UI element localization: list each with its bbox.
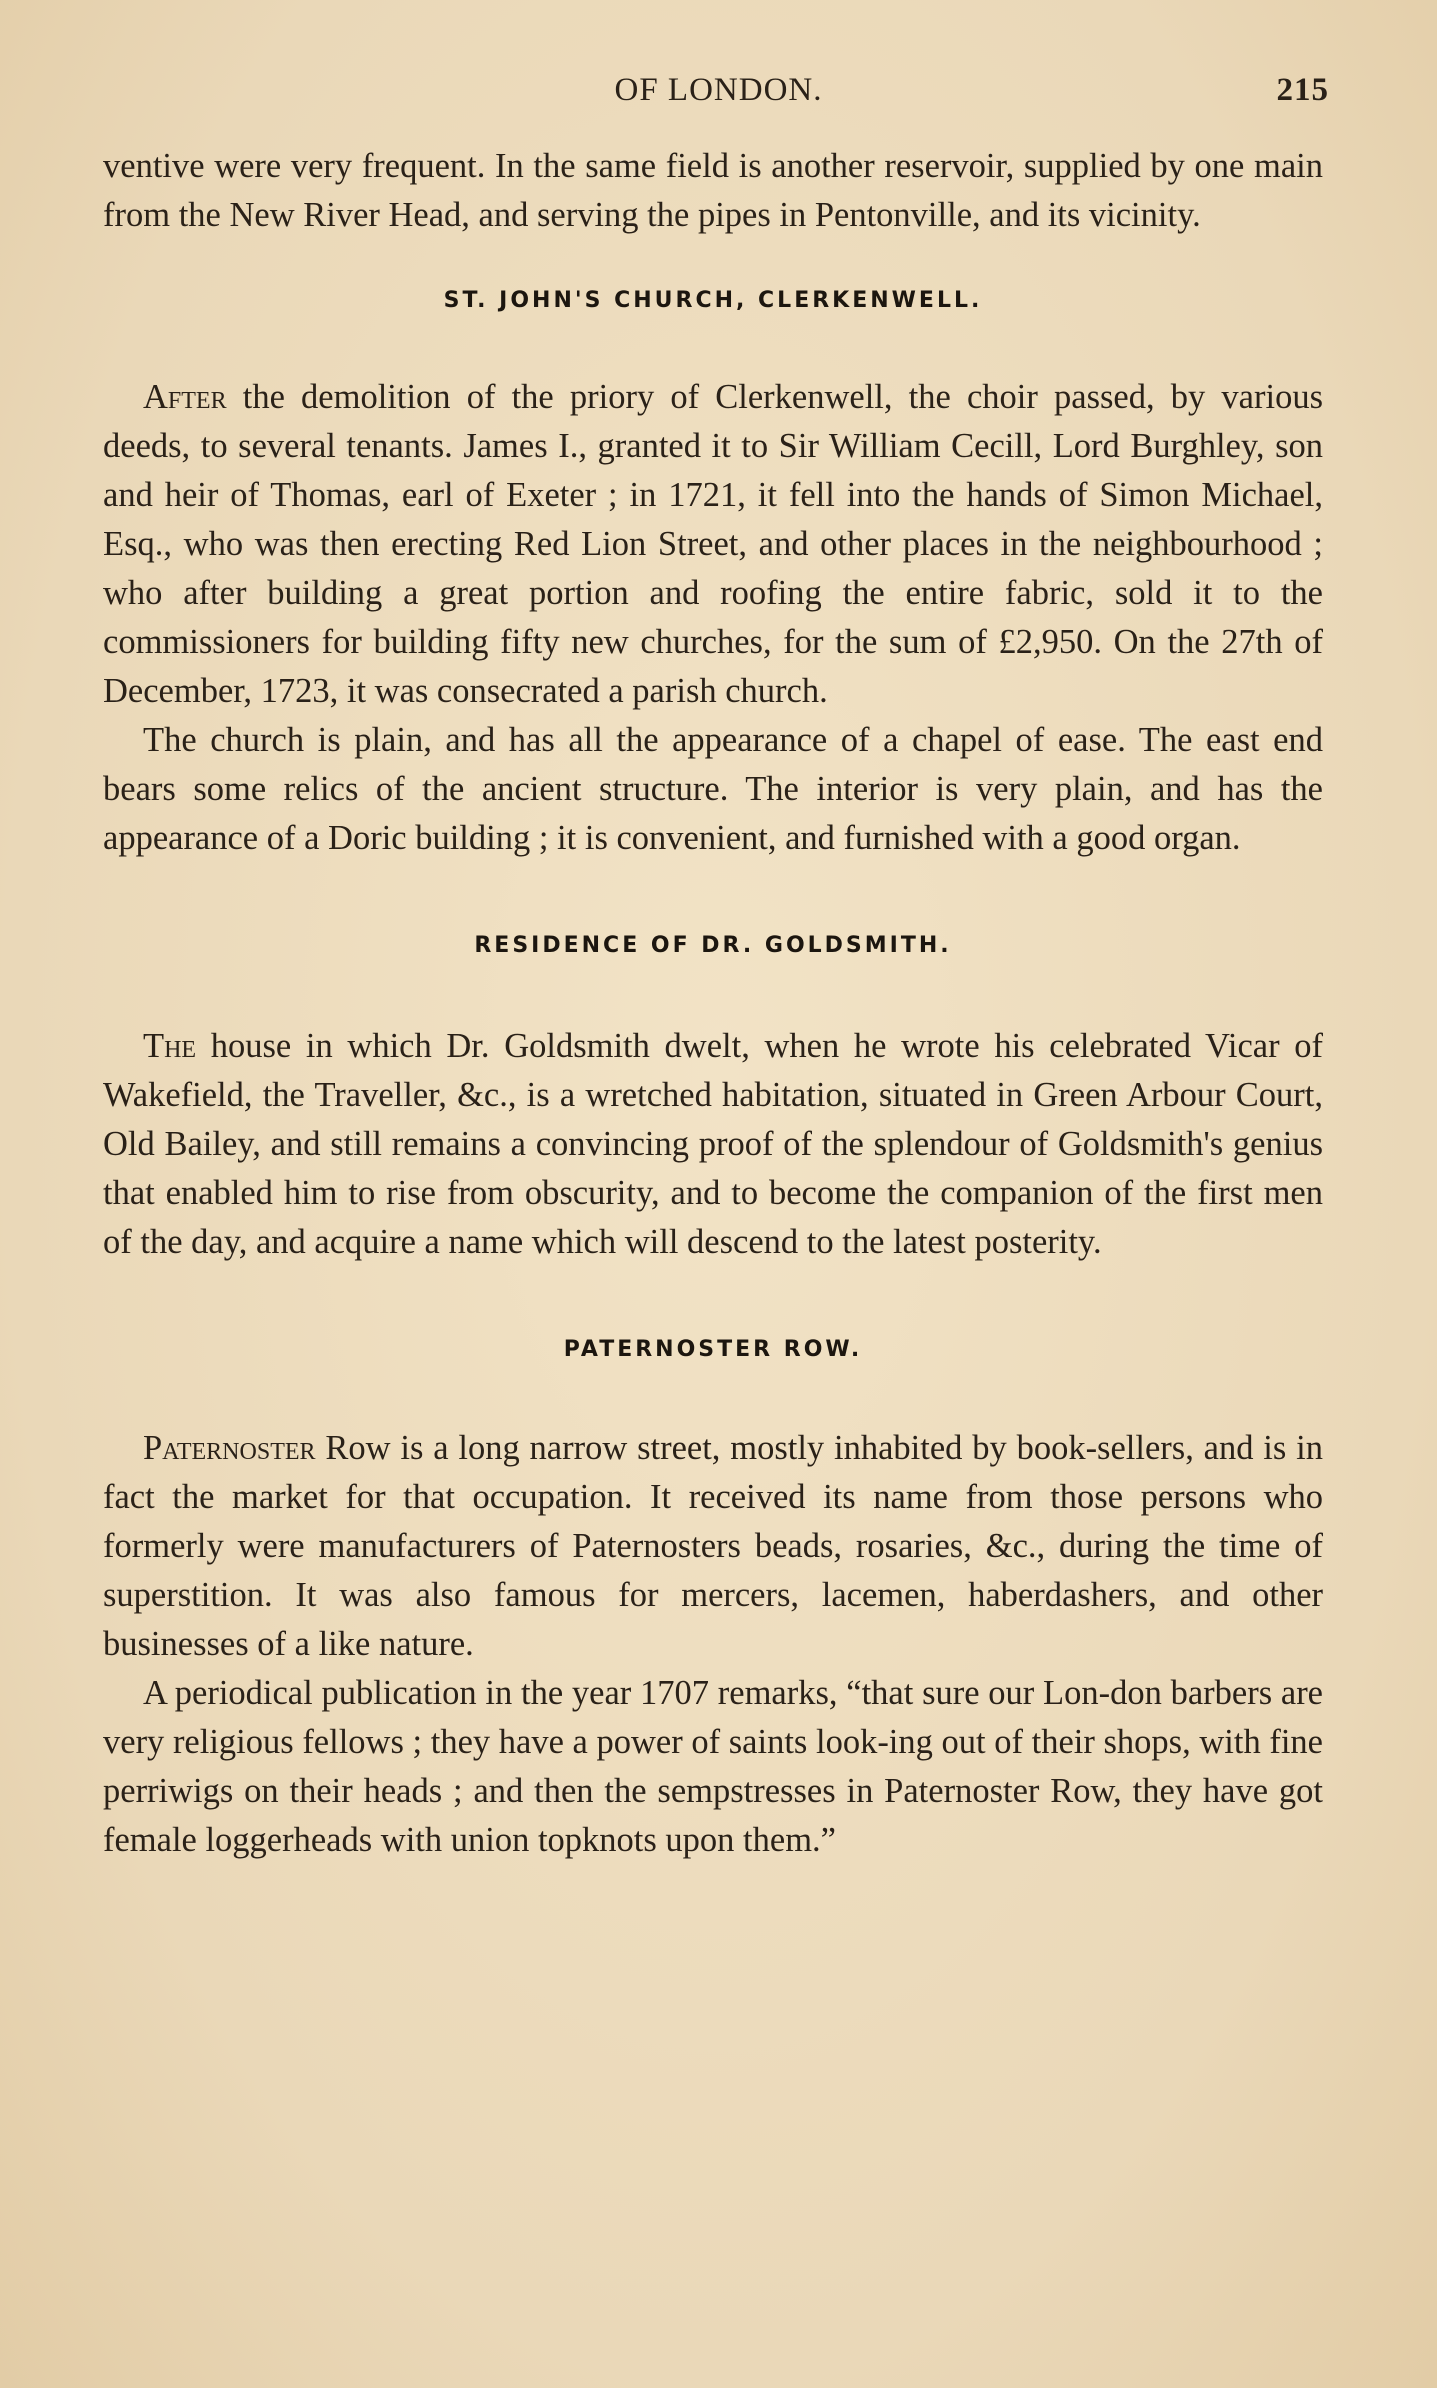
paragraph-st-johns-1 (103, 373, 1323, 716)
section-heading-paternoster-row: PATERNOSTER ROW. (563, 1337, 863, 1362)
lead-word: After (143, 378, 227, 416)
paragraph-paternoster-1 (103, 1424, 1323, 1669)
paragraph-goldsmith-1 (103, 1022, 1323, 1267)
paragraph-text: the demolition of the priory of Clerkenwell, the choir passed, by various deeds, to several tenants. James I., granted it to Sir William Cecill, Lord Burghley, son and heir of Thomas, earl of Exeter ; in 1721, it fell into the hands of Simon Michael, Esq., who was then erecting Red Lion Street, and other places in the neighbourhood ; who after building a great portion and roofing the entire fabric, sold it to the commissioners for building fifty new churches, for the sum of £2,950. On the 27th of December, 1723, it was consecrated a parish church. (103, 378, 1323, 710)
section-heading-st-johns-church: ST. JOHN'S CHURCH, CLERKENWELL. (443, 288, 983, 313)
running-head (100, 72, 1337, 116)
page-body (103, 142, 1323, 1865)
lead-word: Paternoster (143, 1429, 316, 1467)
paragraph-paternoster-2: A periodical publication in the year 1707 remarks, “that sure our Lon-don barbers are very religious fellows ; they have a power of saints look-ing out of their shops, with fine perriwigs on their heads ; and then the sempstresses in Paternoster Row, they have got female loggerheads with union topknots upon them.” (103, 1674, 1323, 1859)
running-head-title: OF LONDON. (614, 72, 823, 108)
lead-word: The (143, 1027, 197, 1065)
paragraph-st-johns-2: The church is plain, and has all the appearance of a chapel of ease. The east end bears some relics of the ancient structure. The interior is very plain, and has the appearance of a Doric building ; it is convenient, and furnished with a good organ. (103, 721, 1323, 857)
page-number: 215 (1276, 72, 1329, 108)
paragraph-text: Row is a long narrow street, mostly inhabited by book-sellers, and is in fact the market for that occupation. It received its name from those persons who formerly were manufacturers of Paternosters beads, rosaries, &c., during the time of superstition. It was also famous for mercers, lacemen, haberdashers, and other businesses of a like nature. (103, 1429, 1323, 1663)
paragraph-text: house in which Dr. Goldsmith dwelt, when he wrote his celebrated Vicar of Wakefield, the Traveller, &c., is a wretched habitation, situated in Green Arbour Court, Old Bailey, and still remains a convincing proof of the splendour of Goldsmith's genius that enabled him to rise from obscurity, and to become the companion of the first men of the day, and acquire a name which will descend to the latest posterity. (103, 1027, 1323, 1261)
continued-paragraph: ventive were very frequent. In the same field is another reservoir, supplied by one main from the New River Head, and serving the pipes in Pentonville, and its vicinity. (103, 147, 1323, 234)
section-heading-goldsmith: RESIDENCE OF DR. GOLDSMITH. (474, 933, 952, 958)
